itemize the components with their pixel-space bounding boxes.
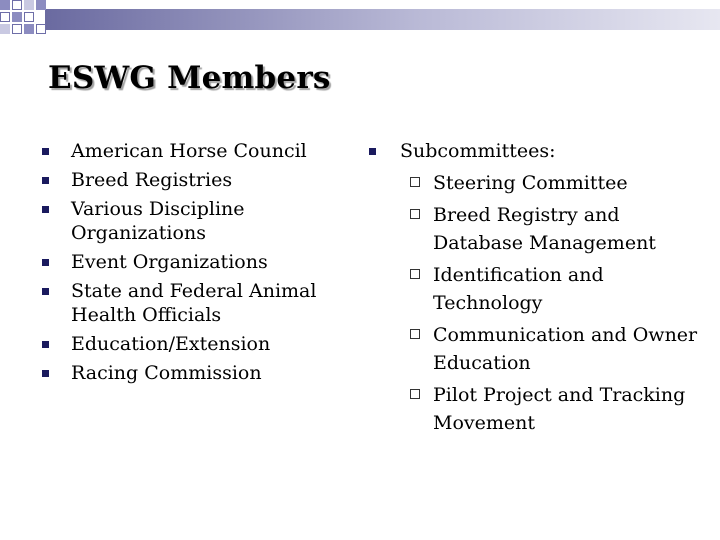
subcommittees-list — [369, 169, 709, 437]
sub-list-item-label: Breed Registry and Database Management — [433, 204, 656, 254]
decor-square — [24, 12, 34, 22]
box-bullet-icon — [410, 269, 420, 279]
list-item-label: Education/Extension — [71, 333, 271, 355]
list-item-label: Event Organizations — [71, 251, 268, 273]
slide-title: ESWG Members — [48, 60, 331, 96]
square-bullet-icon — [42, 341, 49, 348]
header-gradient-bar — [45, 9, 720, 30]
decor-square — [24, 0, 34, 10]
list-item — [40, 139, 360, 163]
decor-square — [36, 24, 46, 34]
box-bullet-icon — [410, 389, 420, 399]
decor-square — [0, 12, 10, 22]
sub-list-item-label: Identification and Technology — [433, 264, 604, 314]
square-bullet-icon — [42, 177, 49, 184]
list-item-label: Racing Commission — [71, 362, 262, 384]
square-bullet-icon — [42, 148, 49, 155]
sub-list-item — [400, 261, 709, 317]
list-item — [369, 139, 709, 163]
box-bullet-icon — [410, 177, 420, 187]
square-bullet-icon — [369, 148, 376, 155]
box-bullet-icon — [410, 209, 420, 219]
decor-square — [0, 0, 10, 10]
list-item-label: American Horse Council — [71, 140, 307, 162]
list-item — [40, 361, 360, 385]
decor-square — [12, 0, 22, 10]
header-decoration — [0, 0, 720, 60]
list-item — [40, 250, 360, 274]
sub-list-item-label: Communication and Owner Education — [433, 324, 698, 374]
sub-list-item — [400, 169, 709, 197]
square-bullet-icon — [42, 259, 49, 266]
sub-list-item-label: Steering Committee — [433, 172, 628, 194]
list-item-label: Various Discipline Organizations — [71, 198, 245, 244]
list-item — [40, 168, 360, 192]
box-bullet-icon — [410, 329, 420, 339]
decor-square — [36, 0, 46, 10]
subcommittees-section — [369, 139, 709, 441]
decor-square — [12, 12, 22, 22]
square-bullet-icon — [42, 370, 49, 377]
square-bullet-icon — [42, 206, 49, 213]
decor-square — [12, 24, 22, 34]
list-item-label: State and Federal Animal Health Officials — [71, 280, 317, 326]
members-list — [40, 139, 360, 390]
list-item-label: Breed Registries — [71, 169, 233, 191]
list-item — [40, 279, 360, 327]
decor-square — [0, 24, 10, 34]
list-item — [40, 197, 360, 245]
subcommittees-heading: Subcommittees: — [400, 140, 556, 162]
sub-list-item — [400, 381, 709, 437]
sub-list-item-label: Pilot Project and Tracking Movement — [433, 384, 686, 434]
sub-list-item — [400, 321, 709, 377]
list-item — [40, 332, 360, 356]
square-bullet-icon — [42, 288, 49, 295]
sub-list-item — [400, 201, 709, 257]
decor-square — [24, 24, 34, 34]
